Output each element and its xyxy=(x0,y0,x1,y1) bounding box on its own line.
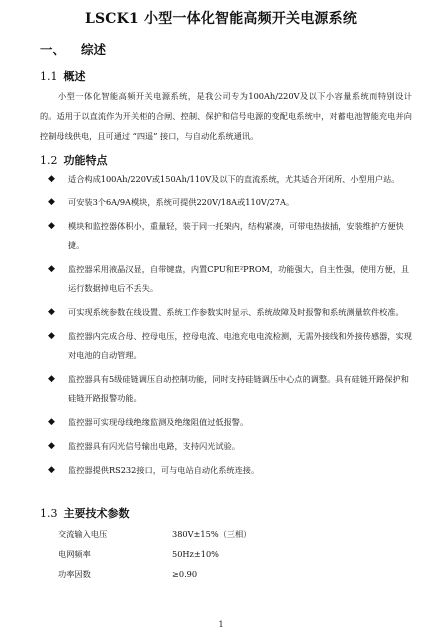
document-title: LSCK1 小型一体化智能高频开关电源系统 xyxy=(84,11,358,27)
subsection-heading-1-3 xyxy=(40,505,130,521)
section-number: 一、 xyxy=(40,42,66,57)
spec-value: ≥0.90 xyxy=(172,569,198,579)
subsection-number: 1.2 xyxy=(40,154,58,167)
subsection-heading-1-1 xyxy=(40,68,86,84)
diamond-bullet-icon: ◆ xyxy=(48,417,55,427)
diamond-bullet-icon: ◆ xyxy=(48,441,55,451)
feature-item: ◆ 适合构成100Ah/220V或150Ah/110V及以下的直流系统，尤其适合开闭所、小型用户站。 xyxy=(48,170,414,189)
subsection-heading-1-2 xyxy=(40,152,108,168)
diamond-bullet-icon: ◆ xyxy=(48,197,55,207)
spec-name: 电网频率 xyxy=(58,548,91,559)
page-number: 1 xyxy=(218,620,224,629)
feature-item: ◆ 监控器具有5级硅链调压自动控制功能，同时支持硅链调压中心点的调整。具有硅链开路保护和硅链开路报警功能。 xyxy=(48,370,414,408)
spec-row xyxy=(58,544,251,564)
spec-name: 交流输入电压 xyxy=(58,528,108,539)
subsection-number: 1.1 xyxy=(40,70,58,83)
overview-paragraph: 小型一体化智能高频开关电源系统，是我公司专为100Ah/220V及以下小容量系统而特别设计的。适用于以直流作为开关柜的合闸、控制、保护和信号电源的变配电系统中，对蓄电池智能充电并向控制母线供电，且可通过 “四遥” 接口，与自动化系统通讯。 xyxy=(40,91,412,141)
feature-item: ◆ 监控器采用液晶汉显，自带键盘，内置CPU和E²PROM，功能强大，自主性强，使用方便，且运行数据掉电后不丢失。 xyxy=(48,260,414,298)
spec-table xyxy=(58,524,251,584)
spec-row xyxy=(58,564,251,584)
spec-value: 380V±15%（三相） xyxy=(172,528,252,539)
feature-item: ◆ 监控器可实现母线绝缘监测及绝缘阻值过低报警。 xyxy=(48,413,414,432)
feature-item: ◆ 监控器提供RS232接口，可与电站自动化系统连接。 xyxy=(48,461,414,480)
diamond-bullet-icon: ◆ xyxy=(48,307,55,317)
spec-name: 功率因数 xyxy=(58,568,91,579)
diamond-bullet-icon: ◆ xyxy=(48,465,55,475)
subsection-label: 功能特点 xyxy=(63,154,108,167)
feature-item: ◆ 监控器内完成合母、控母电压，控母电流、电池充电电流检测，无需外接线和外接传感器，实现对电池的自动管理。 xyxy=(48,327,414,365)
subsection-label: 概述 xyxy=(63,70,86,83)
feature-item: ◆ 可安装3个6A/9A模块，系统可提供220V/18A或110V/27A。 xyxy=(48,193,414,212)
section-label: 综述 xyxy=(81,42,107,57)
subsection-number: 1.3 xyxy=(40,507,58,520)
feature-item: ◆ 可实现系统参数在线设置、系统工作参数实时显示、系统故障及时报警和系统测量软件校准。 xyxy=(48,303,414,322)
diamond-bullet-icon: ◆ xyxy=(48,174,55,184)
diamond-bullet-icon: ◆ xyxy=(48,331,55,341)
diamond-bullet-icon: ◆ xyxy=(48,374,55,384)
diamond-bullet-icon: ◆ xyxy=(48,264,55,274)
section-heading-1 xyxy=(40,40,106,58)
spec-row xyxy=(58,524,251,544)
feature-list xyxy=(48,170,414,480)
spec-value: 50Hz±10% xyxy=(172,549,219,559)
feature-item: ◆ 监控器具有闪光信号输出电路，支持闪光试验。 xyxy=(48,437,414,456)
subsection-label: 主要技术参数 xyxy=(63,507,130,520)
diamond-bullet-icon: ◆ xyxy=(48,221,55,231)
feature-item: ◆ 模块和监控器体积小，重量轻，装于同一托架内，结构紧凑，可带电热拔插，安装维护方便快捷。 xyxy=(48,217,414,255)
